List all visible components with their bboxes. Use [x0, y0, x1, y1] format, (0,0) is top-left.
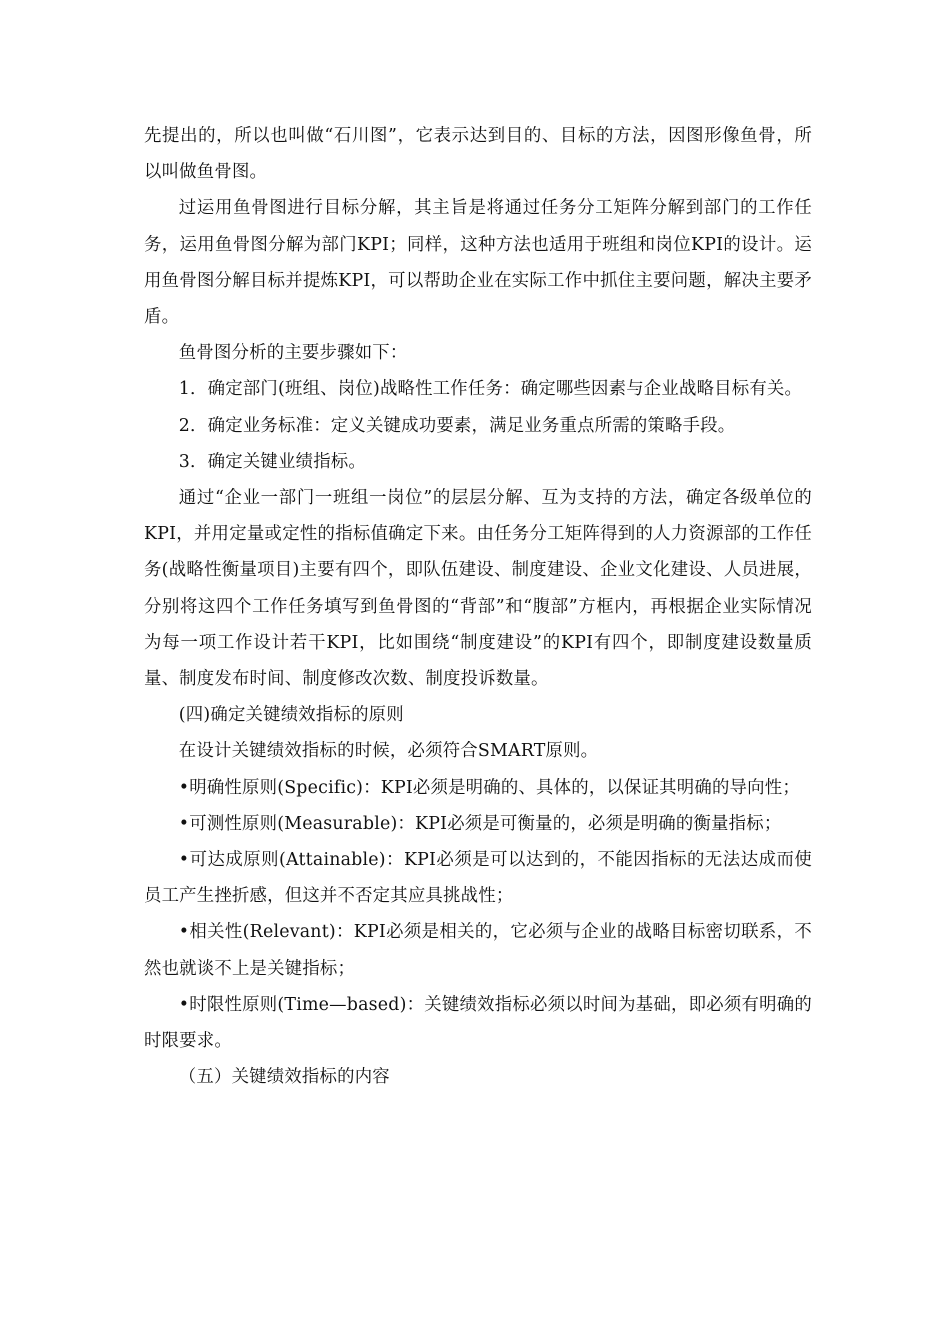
bullet-measurable: •可测性原则(Measurable)：KPI必须是可衡量的，必须是明确的衡量指标；: [178, 813, 782, 834]
bullet-attainable: •可达成原则(Attainable)：KPI必须是可以达到的，不能因指标的无法达成而使员工产生挫折感，但这并不否定其应具挑战性；: [144, 850, 812, 907]
bullet-specific: •明确性原则(Specific)：KPI必须是明确的、具体的，以保证其明确的导向性；: [178, 777, 800, 798]
bullet-time-based: •时限性原则(Time—based)：关键绩效指标必须以时间为基础，即必须有明确的时限要求。: [144, 994, 812, 1052]
step-2: 2．确定业务标准：定义关键成功要素，满足业务重点所需的策略手段。: [178, 415, 736, 436]
paragraph-3: 鱼骨图分析的主要步骤如下：: [178, 343, 408, 364]
step-1: 1．确定部门(班组、岗位)战略性工作任务：确定哪些因素与企业战略目标有关。: [178, 379, 803, 400]
step-3: 3．确定关键业绩指标。: [178, 451, 366, 472]
paragraph-1: 先提出的，所以也叫做“石川图”，它表示达到目的、目标的方法，因图形像鱼骨，所以叫做鱼骨图。: [144, 126, 812, 183]
section-heading-4: (四)确定关键绩效指标的原则: [178, 705, 404, 726]
paragraph-smart-intro: 在设计关键绩效指标的时候，必须符合SMART原则。: [178, 741, 599, 762]
paragraph-2: 过运用鱼骨图进行目标分解，其主旨是将通过任务分工矩阵分解到部门的工作任务，运用鱼骨图分解为部门KPI；同样，这种方法也适用于班组和岗位KPI的设计。运用鱼骨图分解目标并提炼KPI，可以帮助企业在实际工作中抓住主要问题，解决主要矛盾。: [144, 198, 812, 328]
bullet-relevant: •相关性(Relevant)：KPI必须是相关的，它必须与企业的战略目标密切联系，不然也就谈不上是关键指标；: [144, 922, 812, 979]
section-heading-5: （五）关键绩效指标的内容: [178, 1067, 390, 1088]
paragraph-decomposition: 通过“企业一部门一班组一岗位”的层层分解、互为支持的方法，确定各级单位的KPI，并用定量或定性的指标值确定下来。由任务分工矩阵得到的人力资源部的工作任务(战略性衡量项目)主要有四个，即队伍建设、制度建设、企业文化建设、人员进展，分别将这四个工作任务填写到鱼骨图的“背部”和“腹部”方框内，再根据企业实际情况为每一项工作设计若干KPI，比如围绕“制度建设”的KPI有四个，即制度建设数量质量、制度发布时间、制度修改次数、制度投诉数量。: [144, 488, 812, 690]
document-body: [144, 118, 812, 1095]
